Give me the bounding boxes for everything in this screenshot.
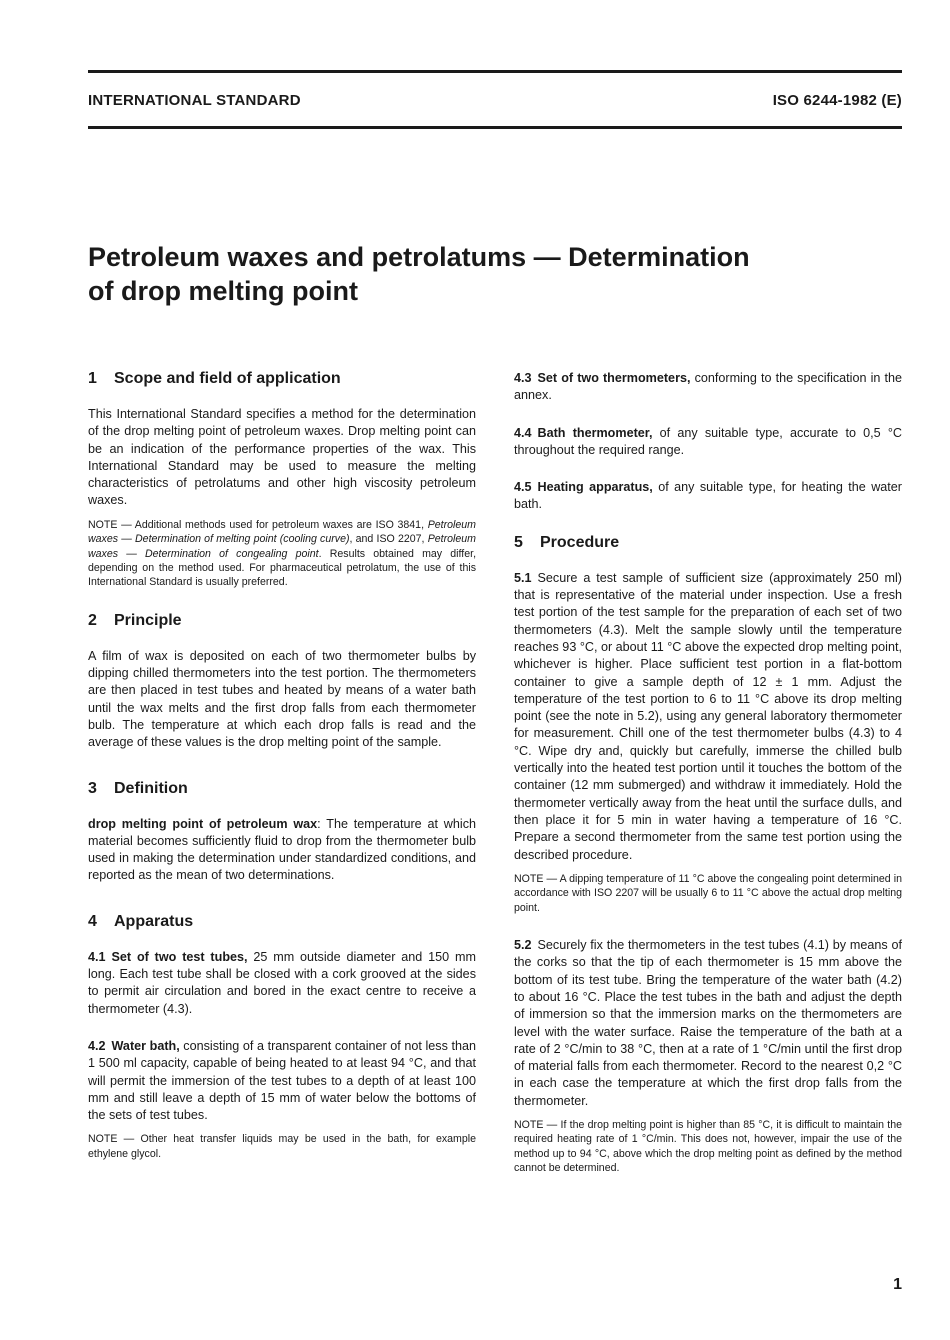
- subclause-4-3: [514, 370, 902, 405]
- subclause-4-1: [88, 949, 476, 1018]
- section-body: A film of wax is deposited on each of two thermometer bulbs by dipping chilled thermometers into the test portion. The thermometers are then placed in test tubes and heated by means of a water bath until the wax melts and the first drop falls from each thermometer bulb. The temperature at which each drop falls is read and the average of these values is the drop melting point of the sample.: [88, 648, 476, 750]
- subclause-body: Secure a test sample of sufficient size (approximately 250 ml) that is representative of the material under inspection. Use a fresh test portion of the test sample for the preparation of each set of two thermometers (4.3). Melt the sample slowly until the temperature reaches 93 °C, or about 11 °C above the expected drop melting point, whichever is higher. Place sufficient test portion in a flat-bottom container to give a sample depth of 12 ± 1 mm. Adjust the temperature of the test portion to 6 to 11 °C above its drop melting point (see the note in 5.2), using any general laboratory thermometer for measurement. Chill one of the test thermometer bulbs (4.3) to 4 °C. Wipe dry and, quickly but carefully, immerse the chilled bulb vertically into the heated test portion until it touches the bottom of the container (12 mm submerged) and withdraw it immediately. Hold the thermometer vertically away from the heat until the surface dulls, and then place it for 5 min in water having a temperature of 16 °C. Prepare a second thermometer from the same test portion using the described procedure.: [514, 570, 902, 862]
- section-5: [514, 534, 902, 1176]
- right-column: [514, 370, 902, 1198]
- subclause-number: 5.2: [514, 938, 532, 953]
- subclause-4-5: [514, 479, 902, 514]
- defined-term: drop melting point of petroleum wax: [88, 816, 318, 831]
- subclause-title: Bath thermometer,: [537, 425, 653, 440]
- page-title-line-2: of drop melting point: [88, 276, 358, 306]
- subclause-title: Set of two test tubes,: [111, 949, 248, 964]
- section-3: [88, 780, 476, 885]
- section-number: 3: [88, 779, 97, 797]
- section-number: 1: [88, 370, 97, 387]
- section-2: [88, 612, 476, 752]
- section-4: [88, 913, 476, 1161]
- section-number: 4: [88, 912, 97, 930]
- subclause-number: 4.3: [514, 371, 532, 385]
- section-title: Principle: [114, 611, 182, 629]
- subclause-number: 5.1: [514, 570, 532, 585]
- section-note: [88, 518, 476, 590]
- subclause-body: conforming to the specification in the annex.: [514, 371, 902, 403]
- section-title: Definition: [114, 779, 188, 797]
- section-title: Scope and field of application: [114, 370, 341, 387]
- subclause-title: Set of two thermometers,: [537, 371, 691, 385]
- note-text: , and ISO 2207,: [349, 533, 428, 546]
- section-note: NOTE — A dipping temperature of 11 °C above the congealing point determined in accordance with ISO 2207 will be usually 6 to 11 °C above the actual drop melting point.: [514, 872, 902, 914]
- section-body: This International Standard specifies a method for the determination of the drop melting point of petroleum waxes. Drop melting point can be an indication of the performance properties of the wax. This International Standard may be used to measure the melting characteristics of petrolatums and other high viscosity petroleum waxes.: [88, 407, 476, 508]
- subclause-number: 4.2: [88, 1038, 106, 1053]
- header-bottom-rule: [88, 126, 902, 129]
- definition-text: : The temperature at which material becomes sufficiently fluid to drop from the thermometer bulb used in making the determination under standardized conditions, and reported as the mean of two determinations.: [88, 816, 476, 883]
- subclause-title: Water bath,: [111, 1038, 180, 1053]
- subclause-body: consisting of a transparent container of not less than 1 500 ml capacity, capable of being heated to at least 94 °C, and that will permit the immersion of the test tubes to a depth of at least 100 mm and still leave a depth of 15 mm of water below the bottoms of the sets of test tubes.: [88, 1038, 476, 1123]
- subclause-body: of any suitable type, for heating the water bath.: [514, 480, 903, 512]
- subclause-5-2: [514, 937, 902, 1110]
- subclause-body: of any suitable type, accurate to 0,5 °C throughout the required range.: [514, 425, 902, 457]
- subclause-number: 4.5: [514, 480, 532, 495]
- subclause-body: Securely fix the thermometers in the test tubes (4.1) by means of the corks so that the tip of each thermometer is 15 mm above the bottom of its test tube. Bring the temperature of the water bath (4.2) to about 16 °C. Place the test tubes in the bath and adjust the depth of immersion so that the immersion marks on the thermometers are level with the water surface. Raise the temperature of the bath at a rate of 2 °C/min to 38 °C, then at a rate of 1 °C/min until the first drop of material falls from each thermometer. Record to the nearest 0,2 °C in each case the temperature at which the first drop falls from the thermometer.: [514, 938, 902, 1108]
- section-note: NOTE — If the drop melting point is higher than 85 °C, it is difficult to maintain the required heating rate of 1 °C/min. This does not, however, impair the use of the method up to 94 °C, above which the drop melting point as defined by the method cannot be determined.: [514, 1119, 902, 1175]
- subclause-title: Heating apparatus,: [537, 480, 653, 495]
- subclause-4-2: [88, 1038, 476, 1124]
- page-title-line-1: Petroleum waxes and petrolatums — Determination: [88, 242, 750, 272]
- section-1: [88, 370, 476, 590]
- section-number: 2: [88, 611, 97, 629]
- left-column: [88, 370, 476, 1183]
- standard-number-label: ISO 6244-1982 (E): [772, 92, 902, 109]
- section-heading: [88, 913, 476, 931]
- section-number: 5: [514, 533, 523, 551]
- document-type-label: INTERNATIONAL STANDARD: [88, 92, 301, 109]
- page-title: [88, 240, 848, 308]
- subclause-4-4: [514, 425, 902, 460]
- section-heading: [88, 780, 476, 798]
- note-text: . Results obtained may differ, depending on the method used. For pharmaceutical petrolatum, the use of this International Standard is usually preferred.: [88, 547, 477, 589]
- note-citation: Petroleum waxes — Determination of congealing point: [88, 533, 476, 560]
- section-body: [88, 816, 476, 885]
- subclause-body: 25 mm outside diameter and 150 mm long. Each test tube shall be closed with a cork grooved at the sides to permit air circulation and bored in the exact centre to receive a thermometer (4.3).: [88, 949, 476, 1016]
- note-citation: Petroleum waxes — Determination of melting point (cooling curve): [88, 518, 476, 546]
- subclause-5-1: [514, 570, 902, 864]
- section-heading: [88, 370, 476, 388]
- section-heading: [88, 612, 476, 630]
- section-heading: [514, 534, 902, 552]
- note-text: NOTE — Additional methods used for petroleum waxes are ISO 3841,: [88, 518, 428, 531]
- section-title: Procedure: [540, 533, 620, 551]
- section-note: NOTE — Other heat transfer liquids may be used in the bath, for example ethylene glycol.: [88, 1133, 476, 1160]
- subclause-number: 4.4: [514, 425, 532, 440]
- page-number: 1: [893, 1276, 902, 1293]
- header-top-rule: [88, 70, 902, 73]
- subclause-number: 4.1: [88, 949, 106, 964]
- section-title: Apparatus: [114, 912, 194, 930]
